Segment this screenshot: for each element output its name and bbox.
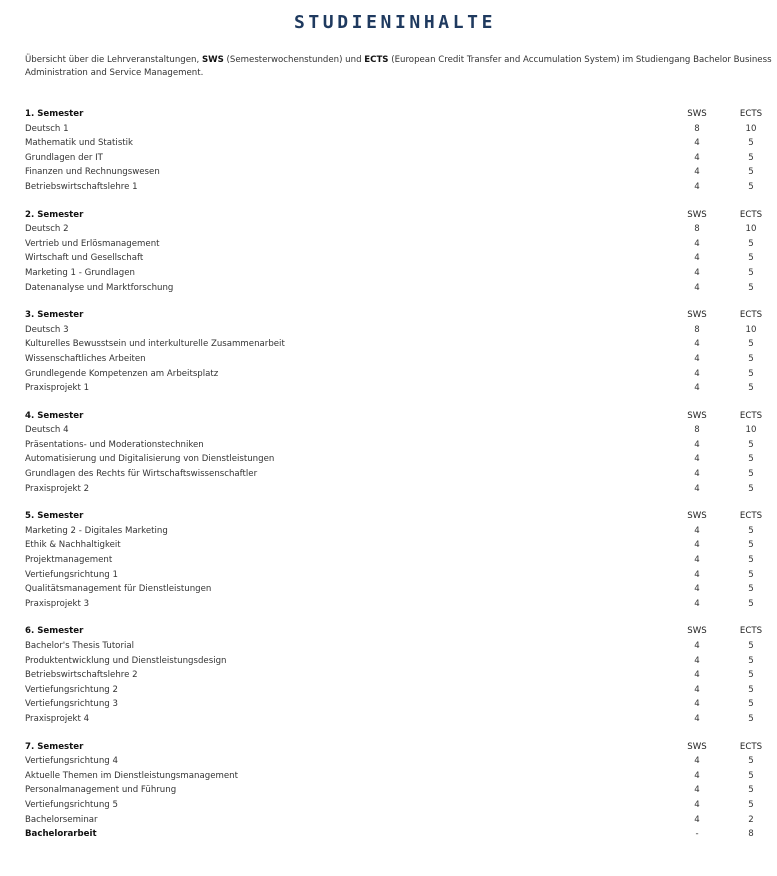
course-sws: 4 — [694, 785, 700, 796]
course-row — [25, 438, 765, 453]
course-ects: 2 — [748, 814, 754, 825]
course-name: Vertrieb und Erlösmanagement — [25, 238, 160, 249]
semester-header-row — [25, 107, 765, 122]
course-row — [25, 553, 765, 568]
course-name: Automatisierung und Digitalisierung von Dienstleistungen — [25, 454, 275, 465]
course-ects: 5 — [748, 383, 754, 394]
course-sws: 4 — [694, 138, 700, 149]
course-ects: 10 — [745, 324, 757, 335]
semester-block — [25, 308, 765, 396]
semester-header-row — [25, 509, 765, 524]
course-ects: 5 — [748, 770, 754, 781]
intro-text-3: (European Credit Transfer and Accumulation System) im Studiengang Bachelor Business Administration and Service Management. — [25, 55, 772, 78]
page-title: STUDIENINHALTE — [293, 12, 497, 33]
intro-sws-abbr: SWS — [201, 55, 224, 65]
course-row — [25, 654, 765, 669]
course-sws: 4 — [694, 814, 700, 825]
course-name: Ethik & Nachhaltigkeit — [25, 540, 121, 551]
course-row — [25, 597, 765, 612]
course-sws: 4 — [694, 598, 700, 609]
sws-column-header: SWS — [687, 741, 707, 752]
course-row — [25, 337, 765, 352]
course-name: Marketing 1 - Grundlagen — [25, 267, 135, 278]
course-sws: 4 — [694, 152, 700, 163]
semester-block — [25, 509, 765, 611]
course-row — [25, 683, 765, 698]
course-sws: 4 — [694, 525, 700, 536]
course-name: Deutsch 3 — [25, 324, 69, 335]
course-row — [25, 367, 765, 382]
intro-ects-abbr: ECTS — [364, 55, 389, 65]
course-sws: 8 — [694, 123, 700, 134]
course-sws: 4 — [694, 770, 700, 781]
course-row — [25, 266, 765, 281]
course-name: Vertiefungsrichtung 1 — [25, 569, 118, 580]
course-ects: 8 — [748, 829, 754, 840]
course-sws: 4 — [694, 181, 700, 192]
course-sws: 4 — [694, 267, 700, 278]
semester-block — [25, 409, 765, 497]
course-name: Bachelorseminar — [25, 814, 98, 825]
course-name: Betriebswirtschaftslehre 1 — [25, 181, 138, 192]
course-row — [25, 813, 765, 828]
semester-header-row — [25, 208, 765, 223]
semester-block — [25, 107, 765, 195]
course-sws: 4 — [694, 713, 700, 724]
course-row — [25, 712, 765, 727]
course-row — [25, 352, 765, 367]
intro-paragraph — [25, 54, 775, 80]
course-sws: 4 — [694, 383, 700, 394]
ects-column-header: ECTS — [739, 511, 763, 522]
course-row — [25, 423, 765, 438]
course-name: Vertiefungsrichtung 4 — [25, 756, 118, 767]
course-ects: 5 — [748, 339, 754, 350]
course-name: Produktentwicklung und Dienstleistungsdesign — [25, 655, 227, 666]
course-sws: 4 — [694, 368, 700, 379]
course-ects: 5 — [748, 152, 754, 163]
course-ects: 5 — [748, 353, 754, 364]
course-ects: 10 — [745, 123, 757, 134]
semester-header-row — [25, 308, 765, 323]
course-row — [25, 827, 765, 842]
course-name: Bachelor's Thesis Tutorial — [25, 641, 135, 651]
course-ects: 5 — [748, 540, 754, 551]
ects-column-header: ECTS — [739, 741, 763, 752]
ects-column-header: ECTS — [739, 410, 763, 421]
course-name: Marketing 2 - Digitales Marketing — [25, 525, 168, 536]
semester-list — [25, 107, 765, 855]
course-row — [25, 165, 765, 180]
semester-label: 7. Semester — [25, 741, 84, 752]
semester-header-row — [25, 624, 765, 639]
course-ects: 5 — [748, 267, 754, 278]
intro-text-2: (Semesterwochenstunden) und — [223, 55, 365, 65]
course-row — [25, 798, 765, 813]
course-sws: 4 — [694, 584, 700, 595]
course-ects: 5 — [748, 785, 754, 796]
sws-column-header: SWS — [687, 511, 707, 522]
course-row — [25, 582, 765, 597]
course-sws: 4 — [694, 253, 700, 264]
course-name: Bachelorarbeit — [25, 829, 97, 840]
course-name: Vertiefungsrichtung 2 — [25, 684, 118, 695]
course-sws: 4 — [694, 469, 700, 480]
course-sws: 4 — [694, 684, 700, 695]
sws-column-header: SWS — [687, 626, 707, 637]
course-name: Aktuelle Themen im Dienstleistungsmanagement — [25, 770, 238, 781]
course-sws: 4 — [694, 238, 700, 249]
course-name: Deutsch 2 — [25, 224, 69, 235]
course-ects: 5 — [748, 641, 754, 651]
course-ects: 5 — [748, 167, 754, 178]
course-ects: 10 — [745, 224, 757, 235]
semester-block — [25, 208, 765, 296]
sws-column-header: SWS — [687, 109, 707, 119]
course-name: Praxisprojekt 3 — [25, 598, 90, 609]
course-ects: 5 — [748, 138, 754, 149]
course-ects: 5 — [748, 684, 754, 695]
course-row — [25, 524, 765, 539]
course-row — [25, 251, 765, 266]
course-ects: 5 — [748, 483, 754, 494]
course-row — [25, 754, 765, 769]
course-ects: 5 — [748, 598, 754, 609]
course-sws: 4 — [694, 454, 700, 465]
course-ects: 5 — [748, 525, 754, 536]
course-row — [25, 381, 765, 396]
course-sws: 4 — [694, 569, 700, 580]
course-name: Deutsch 4 — [25, 425, 69, 436]
semester-label: 3. Semester — [25, 310, 84, 321]
course-sws: 4 — [694, 756, 700, 767]
course-row — [25, 783, 765, 798]
course-name: Vertiefungsrichtung 5 — [25, 799, 118, 810]
course-name: Praxisprojekt 4 — [25, 713, 90, 724]
course-name: Datenanalyse und Marktforschung — [25, 282, 174, 293]
course-name: Projektmanagement — [25, 555, 113, 566]
course-sws: 4 — [694, 483, 700, 494]
ects-column-header: ECTS — [739, 626, 763, 637]
course-name: Vertiefungsrichtung 3 — [25, 699, 118, 710]
course-name: Kulturelles Bewusstsein und interkulturelle Zusammenarbeit — [25, 339, 285, 350]
course-sws: 4 — [694, 167, 700, 178]
course-ects: 10 — [745, 425, 757, 436]
course-name: Finanzen und Rechnungswesen — [25, 167, 160, 178]
sws-column-header: SWS — [687, 310, 707, 321]
course-row — [25, 668, 765, 683]
semester-block — [25, 624, 765, 726]
semester-label: 5. Semester — [25, 511, 84, 522]
course-row — [25, 323, 765, 338]
course-ects: 5 — [748, 253, 754, 264]
course-sws: 4 — [694, 540, 700, 551]
course-sws: 4 — [694, 670, 700, 681]
course-ects: 5 — [748, 368, 754, 379]
course-row — [25, 151, 765, 166]
course-ects: 5 — [748, 799, 754, 810]
course-ects: 5 — [748, 469, 754, 480]
semester-label: 6. Semester — [25, 626, 84, 637]
course-row — [25, 467, 765, 482]
course-sws: 8 — [694, 425, 700, 436]
course-sws: 4 — [694, 282, 700, 293]
course-row — [25, 222, 765, 237]
course-row — [25, 237, 765, 252]
course-ects: 5 — [748, 439, 754, 450]
course-name: Wirtschaft und Gesellschaft — [25, 253, 144, 264]
course-ects: 5 — [748, 670, 754, 681]
course-row — [25, 568, 765, 583]
ects-column-header: ECTS — [739, 109, 763, 119]
course-ects: 5 — [748, 238, 754, 249]
sws-column-header: SWS — [687, 209, 707, 220]
course-row — [25, 482, 765, 497]
course-row — [25, 769, 765, 784]
course-sws: 4 — [694, 555, 700, 566]
course-sws: 4 — [694, 699, 700, 710]
course-name: Wissenschaftliches Arbeiten — [25, 353, 146, 364]
course-row — [25, 136, 765, 151]
course-row — [25, 180, 765, 195]
course-ects: 5 — [748, 756, 754, 767]
course-name: Mathematik und Statistik — [25, 138, 134, 149]
semester-header-row — [25, 409, 765, 424]
semester-label: 2. Semester — [25, 209, 84, 220]
course-row — [25, 538, 765, 553]
course-sws: 4 — [694, 641, 700, 651]
course-name: Grundlagen der IT — [25, 152, 103, 163]
course-name: Personalmanagement und Führung — [25, 785, 177, 796]
course-name: Praxisprojekt 1 — [25, 383, 90, 394]
course-ects: 5 — [748, 181, 754, 192]
ects-column-header: ECTS — [739, 310, 763, 321]
semester-header-row — [25, 740, 765, 755]
course-name: Qualitätsmanagement für Dienstleistungen — [25, 584, 212, 595]
course-row — [25, 281, 765, 296]
course-ects: 5 — [748, 569, 754, 580]
course-row — [25, 639, 765, 654]
course-name: Präsentations- und Moderationstechniken — [25, 439, 204, 450]
semester-label: 4. Semester — [25, 410, 84, 421]
course-ects: 5 — [748, 655, 754, 666]
course-sws: 4 — [694, 353, 700, 364]
course-name: Betriebswirtschaftslehre 2 — [25, 670, 138, 681]
intro-text-1: Übersicht über die Lehrveranstaltungen, — [25, 55, 202, 65]
semester-label: 1. Semester — [25, 109, 84, 119]
course-sws: 4 — [694, 439, 700, 450]
course-sws: 4 — [694, 655, 700, 666]
course-sws: 8 — [694, 324, 700, 335]
course-ects: 5 — [748, 699, 754, 710]
course-sws: 4 — [694, 799, 700, 810]
course-name: Grundlagen des Rechts für Wirtschaftswissenschaftler — [25, 469, 258, 480]
course-ects: 5 — [748, 454, 754, 465]
ects-column-header: ECTS — [739, 209, 763, 220]
course-ects: 5 — [748, 584, 754, 595]
course-row — [25, 697, 765, 712]
course-name: Deutsch 1 — [25, 123, 69, 134]
course-sws: 4 — [694, 339, 700, 350]
course-ects: 5 — [748, 282, 754, 293]
semester-block — [25, 740, 765, 842]
course-ects: 5 — [748, 713, 754, 724]
course-sws: - — [695, 829, 699, 840]
course-sws: 8 — [694, 224, 700, 235]
course-ects: 5 — [748, 555, 754, 566]
course-row — [25, 452, 765, 467]
sws-column-header: SWS — [687, 410, 707, 421]
course-name: Praxisprojekt 2 — [25, 483, 90, 494]
course-row — [25, 122, 765, 137]
course-name: Grundlegende Kompetenzen am Arbeitsplatz — [25, 368, 219, 379]
